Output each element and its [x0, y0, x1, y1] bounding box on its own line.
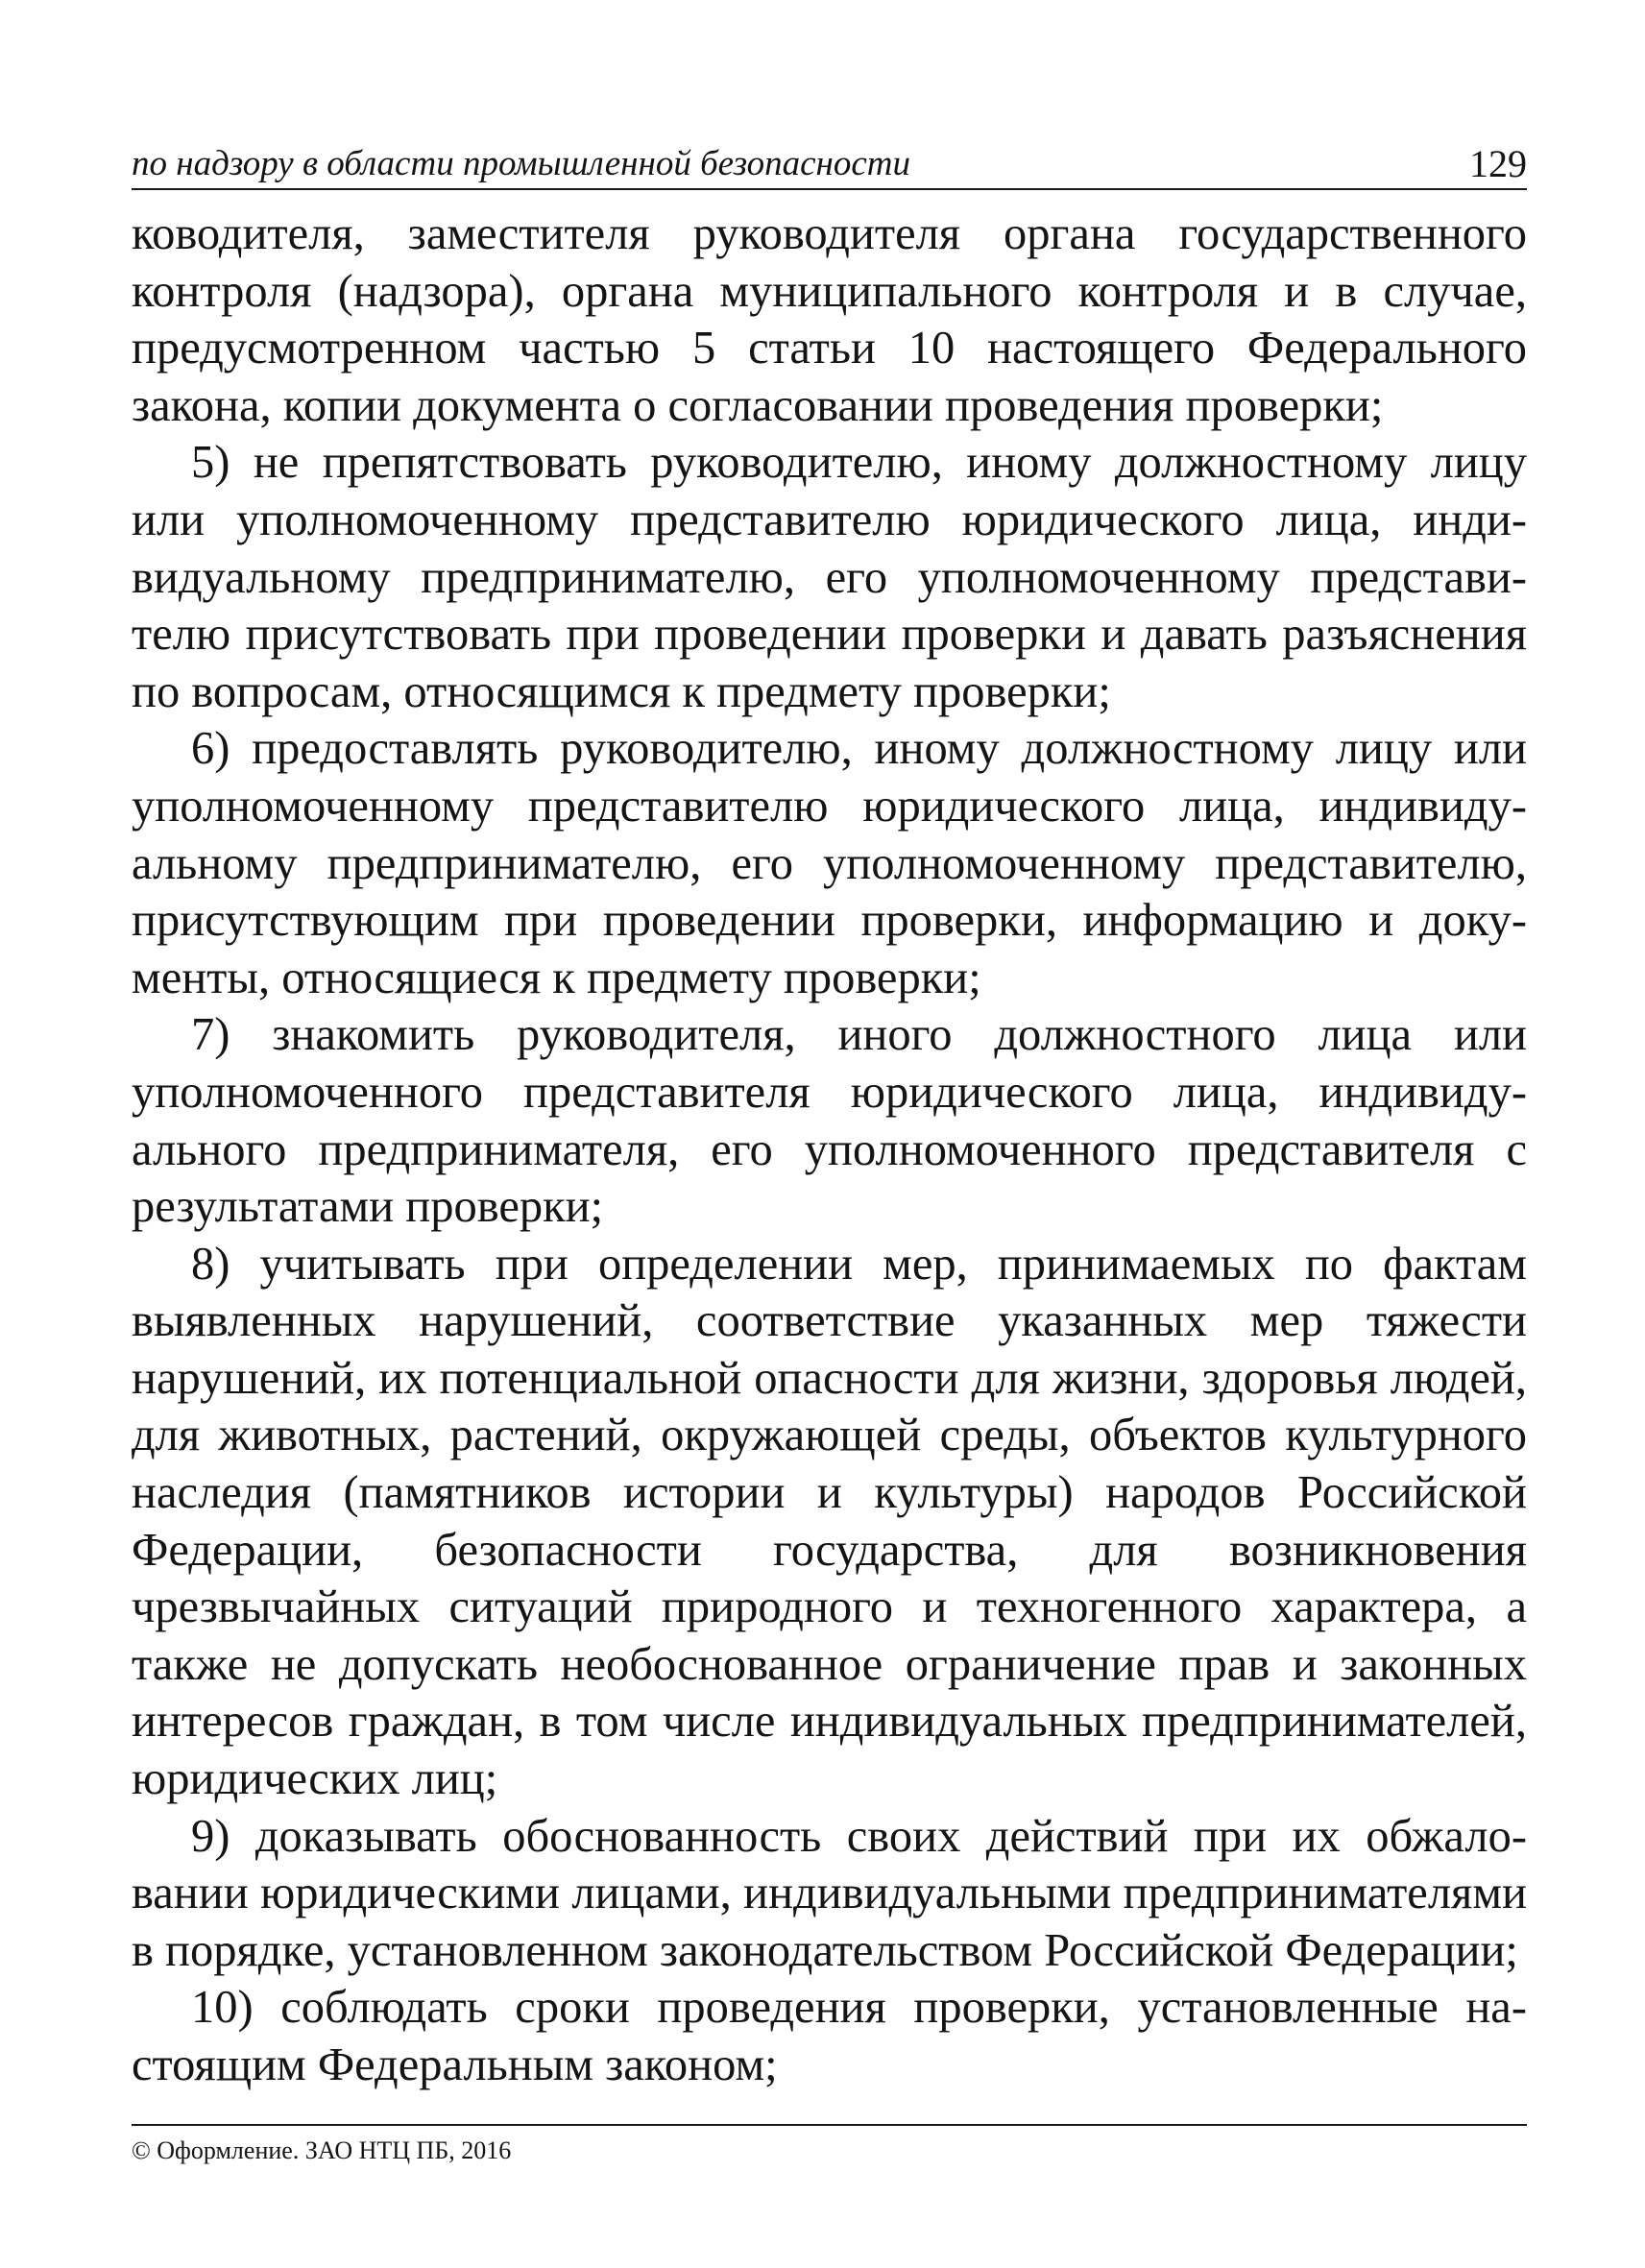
- paragraph-item-6: 6) предоставлять руководителю, иному должностному лицу или уполномоченному представителю юридического лица, индивидуальному предпринимателю, его уполномоченному представителю, присутствующим при проведении проверки, информацию и документы, относящиеся к предмету проверки;: [132, 723, 1527, 1003]
- footer-copyright: © Оформление. ЗАО НТЦ ПБ, 2016: [132, 2136, 512, 2164]
- paragraph-item-7: 7) знакомить руководителя, иного должностного лица или уполномоченного представителя юридического лица, индивидуального предпринимателя, его уполномоченного представителя с результатами проверки;: [132, 1009, 1527, 1233]
- header-rule: [132, 188, 1527, 190]
- footer-rule: [132, 2124, 1527, 2126]
- paragraph-item-10: 10) соблюдать сроки проведения проверки, установленные настоящим Федеральным законом;: [132, 1982, 1527, 2090]
- page-number: 129: [1469, 142, 1527, 185]
- running-header: [132, 140, 1527, 188]
- body-text: [132, 205, 1527, 2094]
- paragraph-continuation: ководителя, заместителя руководителя органа государственного контроля (надзора), органа муниципального контроля и в случае, предусмотренном частью 5 статьи 10 настоящего Федерального закона, копии документа о согласовании проведения проверки;: [132, 208, 1527, 431]
- running-title: по надзору в области промышленной безопасности: [132, 144, 910, 183]
- paragraph-item-5: 5) не препятствовать руководителю, иному должностному лицу или уполномоченному представителю юридического лица, индивидуальному предпринимателю, его уполномоченному представителю присутствовать при проведении проверки и давать разъяснения по вопросам, относящимся к предмету проверки;: [132, 437, 1527, 717]
- paragraph-item-9: 9) доказывать обоснованность своих действий при их обжаловании юридическими лицами, индивидуальными предпринимателями в порядке, установленном законодательством Российской Федерации;: [132, 1810, 1527, 1976]
- paragraph-item-8: 8) учитывать при определении мер, принимаемых по фактам выявленных нарушений, соответствие указанных мер тяжести нарушений, их потенциальной опасности для жизни, здоровья людей, для животных, растений, окружающей среды, объектов культурного наследия (памятников истории и культуры) народов Российской Федерации, безопасности государства, для возникновения чрезвычайных ситуаций природного и техногенного характера, а также не допускать необоснованное ограничение прав и законных интересов граждан, в том числе индивидуальных предпринимателей, юридических лиц;: [132, 1238, 1527, 1805]
